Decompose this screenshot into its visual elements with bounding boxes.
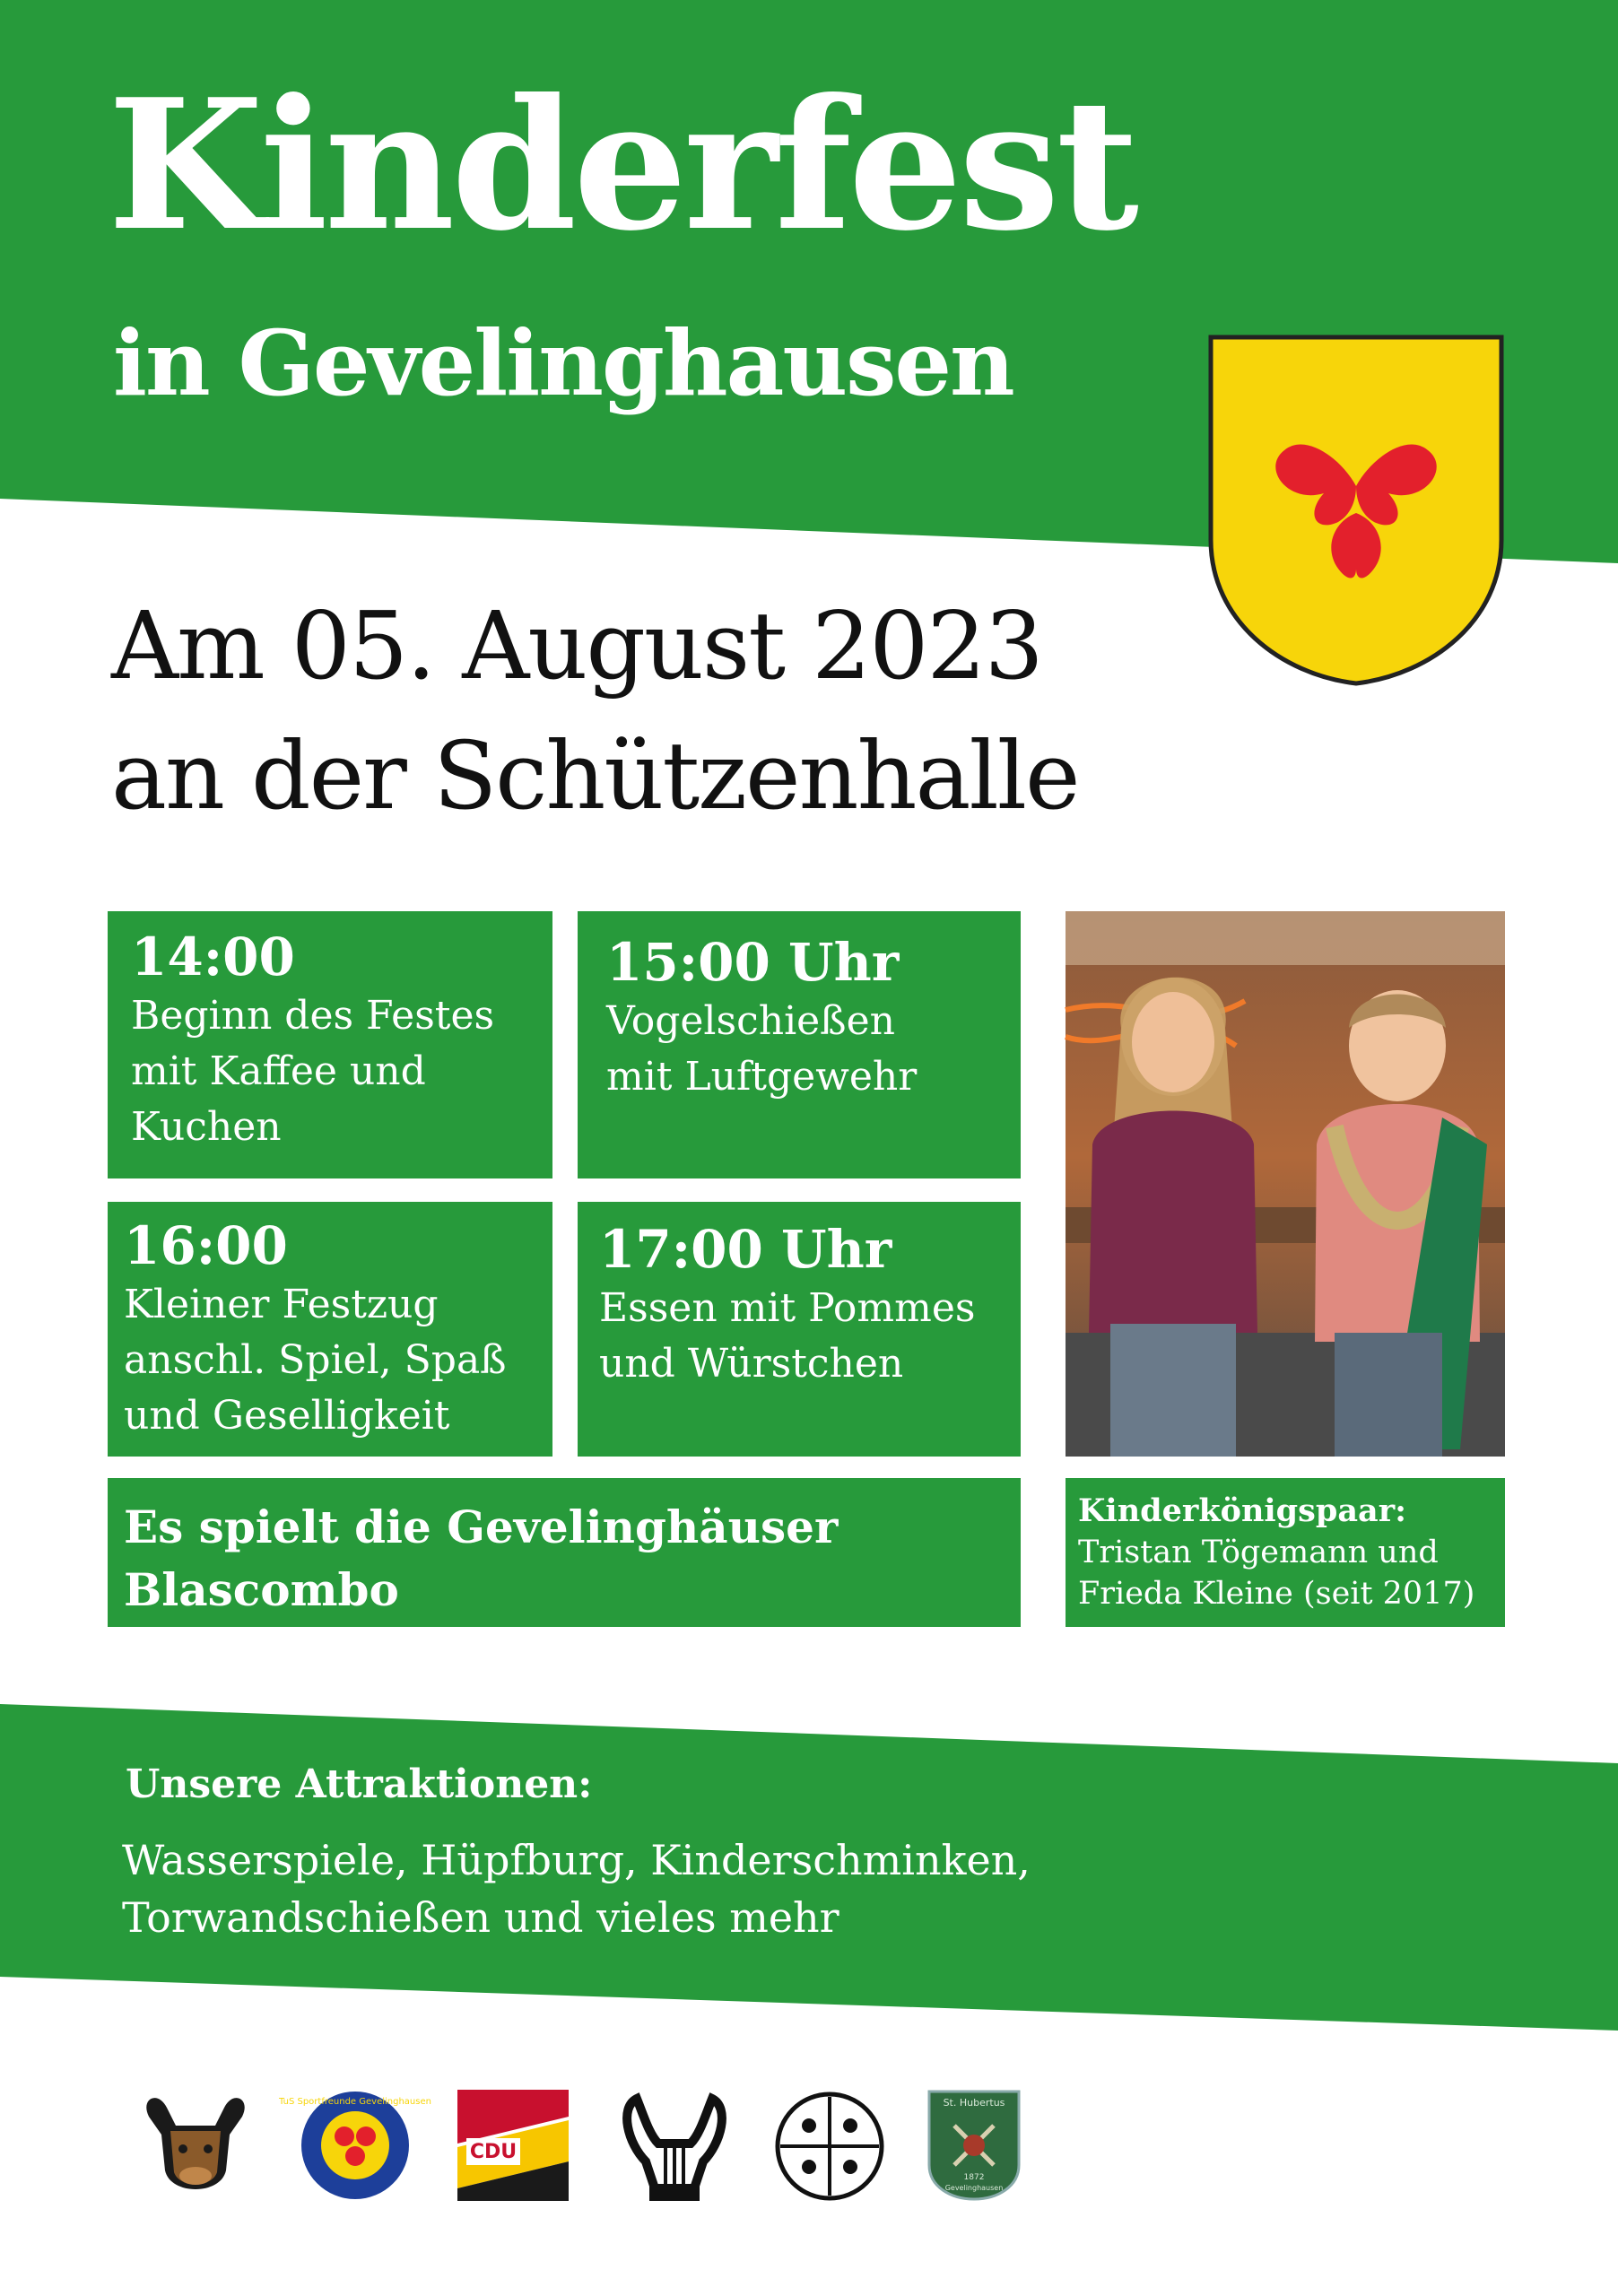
schedule-item	[578, 911, 1021, 1178]
schedule-item	[108, 1202, 552, 1457]
st-hubertus-logo	[927, 2090, 1021, 2201]
schedule-time: 15:00 Uhr	[606, 932, 900, 993]
hubertus-top-text: St. Hubertus	[943, 2097, 1005, 2109]
royal-couple-heading: Kinderkönigspaar:	[1078, 1492, 1407, 1529]
bull-head-icon	[140, 2090, 251, 2201]
cdu-text: CDU	[469, 2141, 518, 2163]
schedule-description: Vogelschießen mit Luftgewehr	[606, 998, 918, 1100]
hubertus-bottom-text: Gevelinghausen	[944, 2184, 1004, 2192]
schedule-description: Beginn des Festes mit Kaffee und Kuchen	[131, 993, 495, 1150]
coat-of-arms	[1207, 334, 1505, 687]
attractions-text: Wasserspiele, Hüpfburg, Kinderschminken, Torwandschießen und vieles mehr	[122, 1836, 1031, 1942]
lyre-icon	[619, 2090, 730, 2206]
schedule-description: Essen mit Pommes und Würstchen	[599, 1285, 976, 1387]
event-date: Am 05. August 2023	[111, 591, 1042, 700]
schedule-time: 14:00	[131, 926, 295, 987]
shield-icon	[1211, 337, 1501, 683]
royal-couple-names: Tristan Tögemann und Frieda Kleine (seit 2017)	[1078, 1535, 1475, 1612]
fire-brigade-logo	[773, 2090, 886, 2203]
children-photo	[1066, 911, 1505, 1457]
music-box: Es spielt die Gevelinghäuser Blascombo	[108, 1478, 1021, 1627]
schedule-time: 17:00 Uhr	[599, 1219, 892, 1280]
hubertus-year-text: 1872	[963, 2173, 985, 2182]
schedule-time: 16:00	[124, 1215, 288, 1276]
royal-couple-box	[1066, 1478, 1505, 1627]
sportfreunde-logo	[279, 2090, 431, 2201]
page-title: Kinderfest	[108, 60, 1135, 271]
schedule-item	[108, 911, 552, 1178]
attractions-heading: Unsere Attraktionen:	[126, 1761, 593, 1807]
cdu-logo	[457, 2090, 569, 2201]
event-location: an der Schützenhalle	[111, 721, 1079, 831]
page-subtitle: in Gevelinghausen	[113, 310, 1013, 416]
schedule-item	[578, 1202, 1021, 1457]
sportfreunde-ring-text: TuS Sportfreunde Gevelinghausen	[279, 2097, 431, 2107]
schedule-description: Kleiner Festzug anschl. Spiel, Spaß und Geselligkeit	[124, 1282, 507, 1439]
